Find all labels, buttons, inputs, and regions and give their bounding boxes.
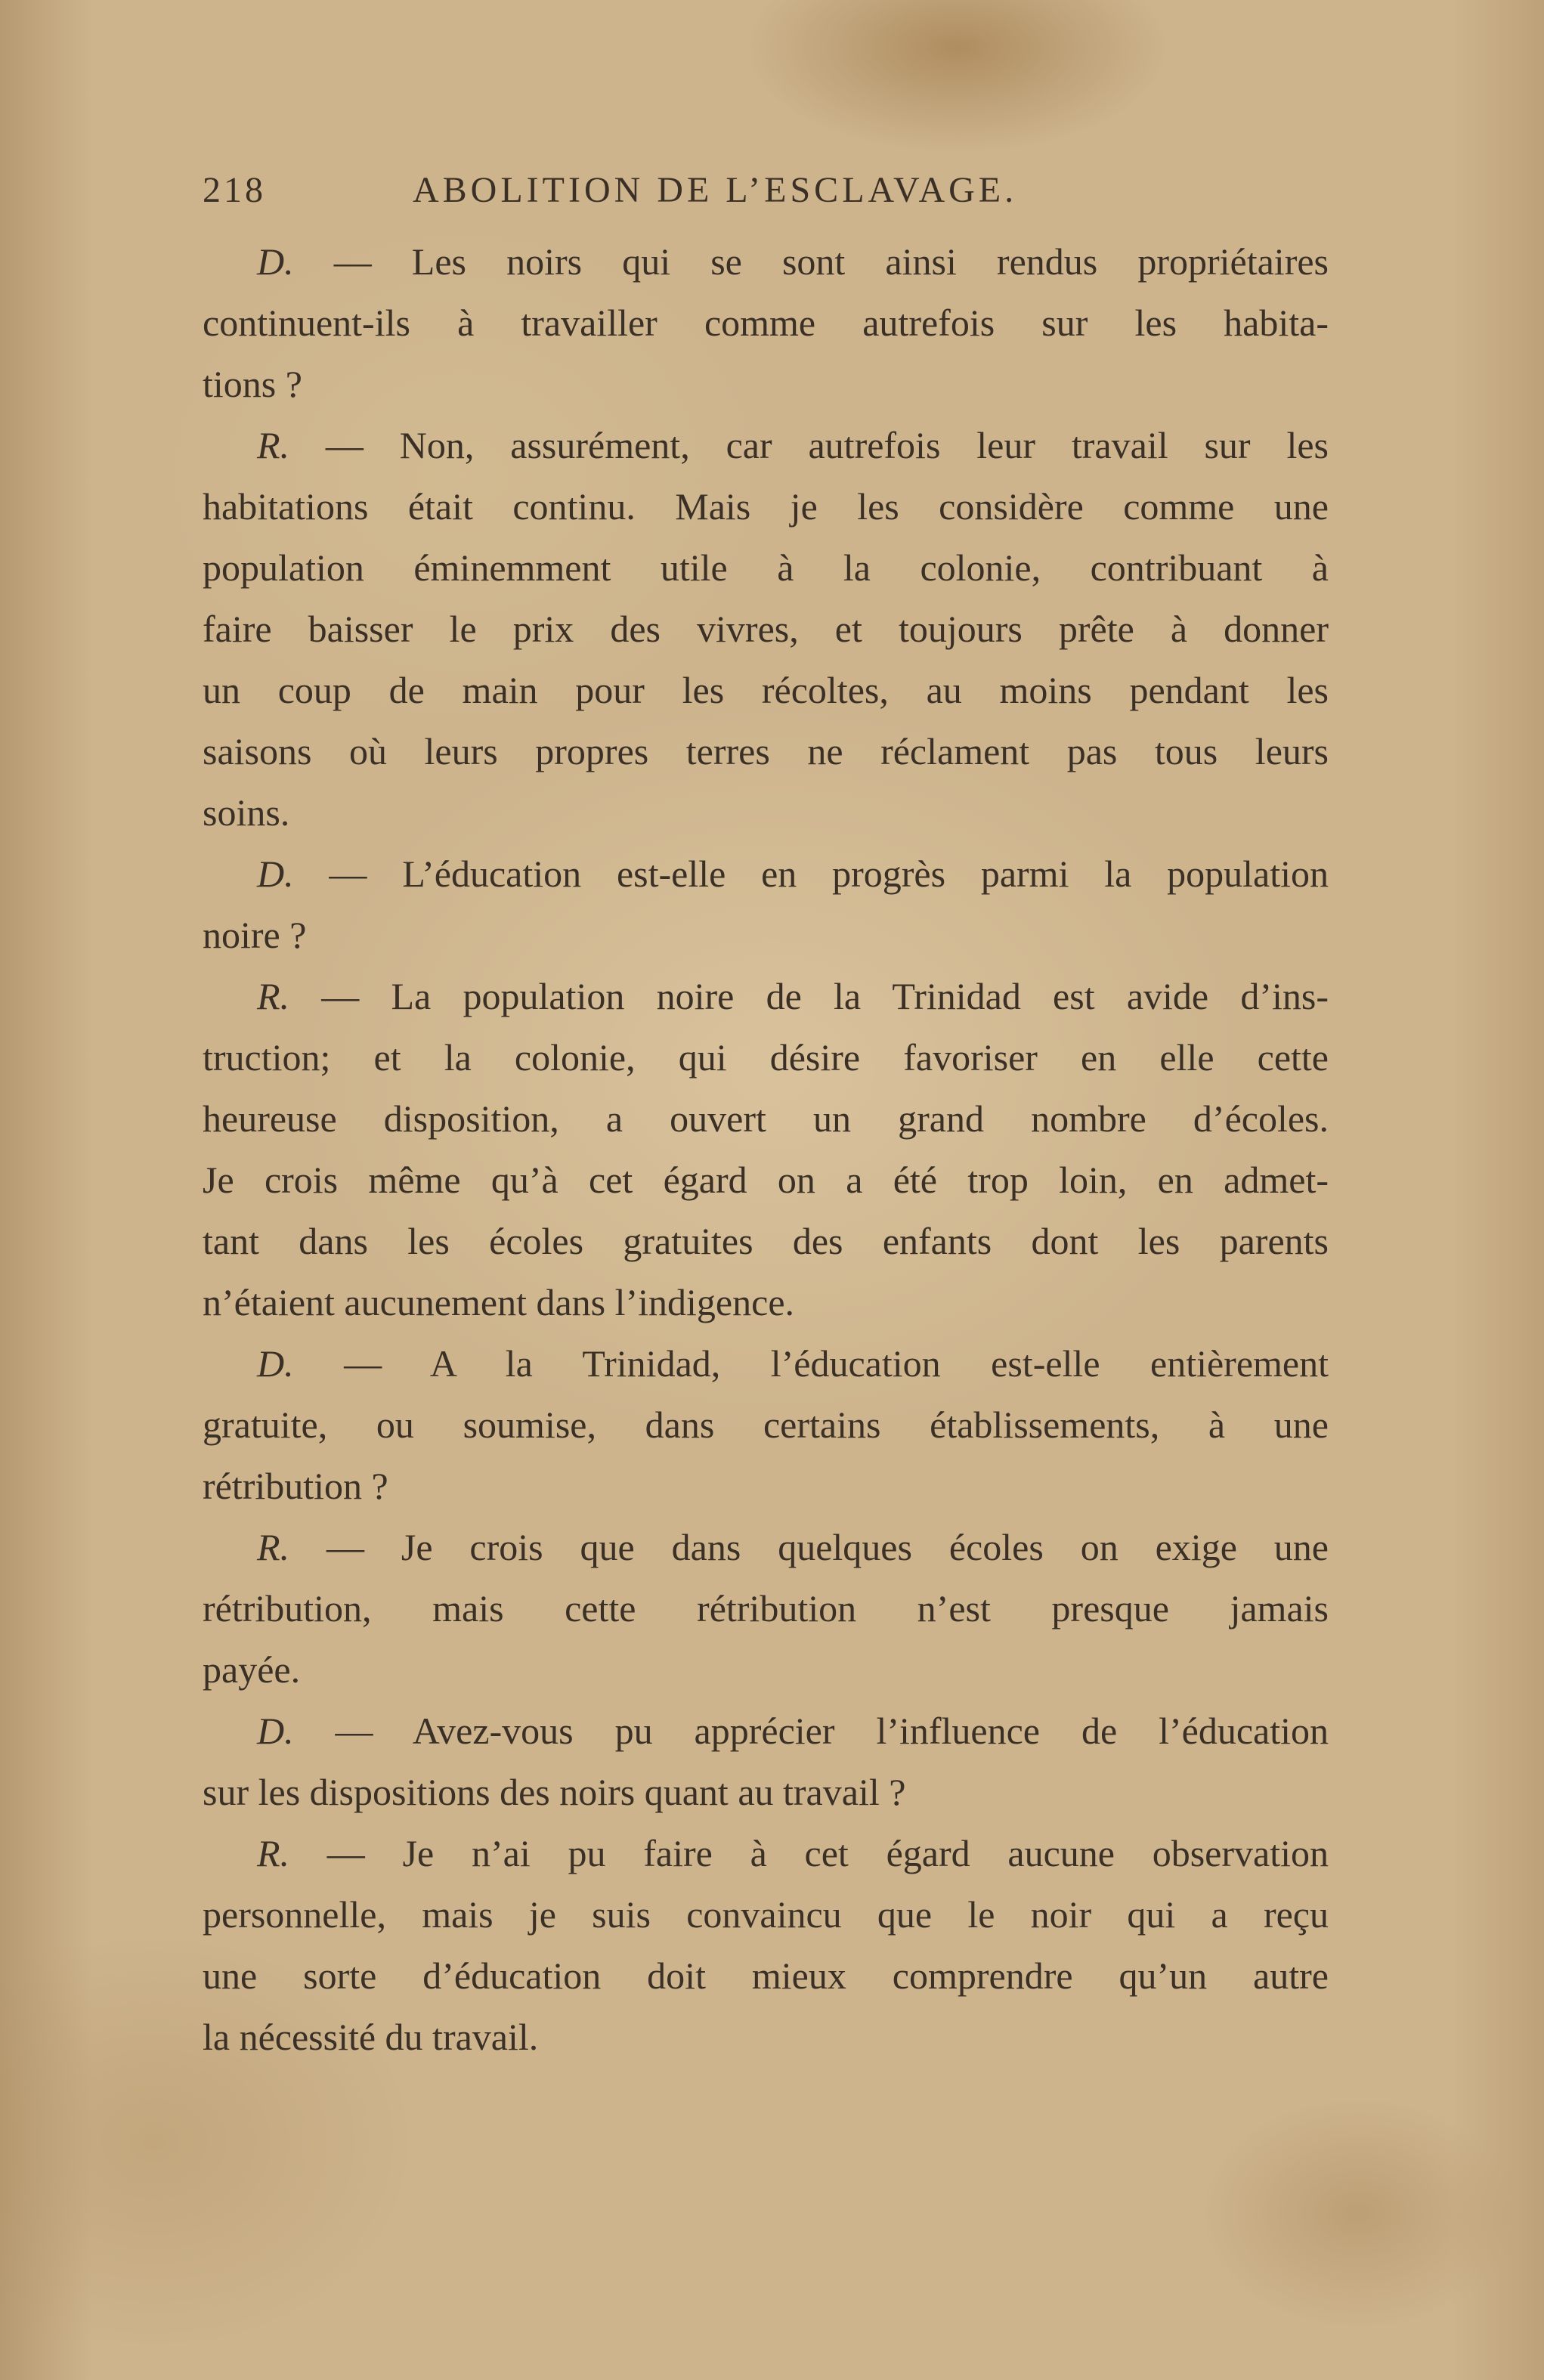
text-line <box>203 415 1329 476</box>
line-text: — Avez-vous pu apprécier l’influence de l’éducation <box>293 1710 1329 1752</box>
speaker-label: D. <box>257 853 294 895</box>
running-head <box>203 169 1125 222</box>
running-title: ABOLITION DE L’ESCLAVAGE. <box>413 170 1018 210</box>
text-line <box>203 660 1329 721</box>
line-text: — Non, assurément, car autrefois leur travail sur les <box>289 424 1329 466</box>
page-number: 218 <box>203 170 266 210</box>
text-line <box>203 1333 1329 1394</box>
line-text: continuent-ils à travailler comme autrefois sur les habita- <box>203 302 1329 344</box>
line-text: personnelle, mais je suis convaincu que le noir qui a reçu <box>203 1893 1329 1936</box>
line-text: — L’éducation est-elle en progrès parmi la population <box>293 853 1329 895</box>
speaker-label: D. <box>257 1342 294 1385</box>
text-line <box>203 905 1329 966</box>
line-text: — Les noirs qui se sont ainsi rendus propriétaires <box>293 240 1329 283</box>
line-text: population éminemment utile à la colonie, contribuant à <box>203 546 1329 589</box>
text-line <box>203 354 1329 415</box>
text-line <box>203 1211 1329 1272</box>
body-text <box>203 231 1329 2068</box>
text-line <box>203 721 1329 782</box>
text-line <box>203 1394 1329 1456</box>
line-text: rétribution, mais cette rétribution n’est presque jamais <box>203 1587 1329 1629</box>
text-line <box>203 1823 1329 1884</box>
text-line <box>203 1701 1329 1762</box>
text-line <box>203 1272 1329 1333</box>
line-text: gratuite, ou soumise, dans certains établissements, à une <box>203 1404 1329 1446</box>
line-text: payée. <box>203 1648 301 1691</box>
line-text: Je crois même qu’à cet égard on a été trop loin, en admet- <box>203 1159 1329 1201</box>
text-line <box>203 1456 1329 1517</box>
line-text: sur les dispositions des noirs quant au travail ? <box>203 1771 906 1813</box>
line-text: soins. <box>203 791 290 834</box>
text-line <box>203 599 1329 660</box>
line-text: heureuse disposition, a ouvert un grand nombre d’écoles. <box>203 1097 1329 1140</box>
line-text: rétribution ? <box>203 1465 388 1507</box>
line-text: saisons où leurs propres terres ne réclament pas tous leurs <box>203 730 1329 772</box>
text-line <box>203 1639 1329 1701</box>
line-text: n’étaient aucunement dans l’indigence. <box>203 1281 795 1323</box>
line-text: — Je crois que dans quelques écoles on exige une <box>289 1526 1329 1568</box>
speaker-label: D. <box>257 1710 294 1752</box>
text-line <box>203 2007 1329 2068</box>
text-line <box>203 843 1329 905</box>
text-line <box>203 1027 1329 1088</box>
speaker-label: R. <box>257 975 290 1017</box>
text-line <box>203 1884 1329 1945</box>
text-line <box>203 1088 1329 1150</box>
line-text: tions ? <box>203 363 302 405</box>
line-text: la nécessité du travail. <box>203 2016 539 2058</box>
text-line <box>203 292 1329 354</box>
text-line <box>203 231 1329 292</box>
text-line <box>203 1762 1329 1823</box>
speaker-label: R. <box>257 1526 290 1568</box>
text-line <box>203 966 1329 1027</box>
text-line <box>203 1150 1329 1211</box>
line-text: — Je n’ai pu faire à cet égard aucune observation <box>289 1832 1329 1874</box>
line-text: tant dans les écoles gratuites des enfants dont les parents <box>203 1220 1329 1262</box>
speaker-label: R. <box>257 1832 290 1874</box>
line-text: noire ? <box>203 914 307 956</box>
text-line <box>203 1578 1329 1639</box>
line-text: — A la Trinidad, l’éducation est-elle entièrement <box>293 1342 1329 1385</box>
speaker-label: R. <box>257 424 290 466</box>
line-text: truction; et la colonie, qui désire favoriser en elle cette <box>203 1036 1329 1079</box>
line-text: faire baisser le prix des vivres, et toujours prête à donner <box>203 608 1329 650</box>
text-line <box>203 782 1329 843</box>
line-text: une sorte d’éducation doit mieux comprendre qu’un autre <box>203 1954 1329 1997</box>
text-line <box>203 537 1329 599</box>
line-text: habitations était continu. Mais je les considère comme une <box>203 485 1329 528</box>
line-text: — La population noire de la Trinidad est avide d’ins- <box>289 975 1329 1017</box>
text-line <box>203 1517 1329 1578</box>
line-text: un coup de main pour les récoltes, au moins pendant les <box>203 669 1329 711</box>
text-line <box>203 476 1329 537</box>
speaker-label: D. <box>257 240 294 283</box>
text-line <box>203 1945 1329 2007</box>
